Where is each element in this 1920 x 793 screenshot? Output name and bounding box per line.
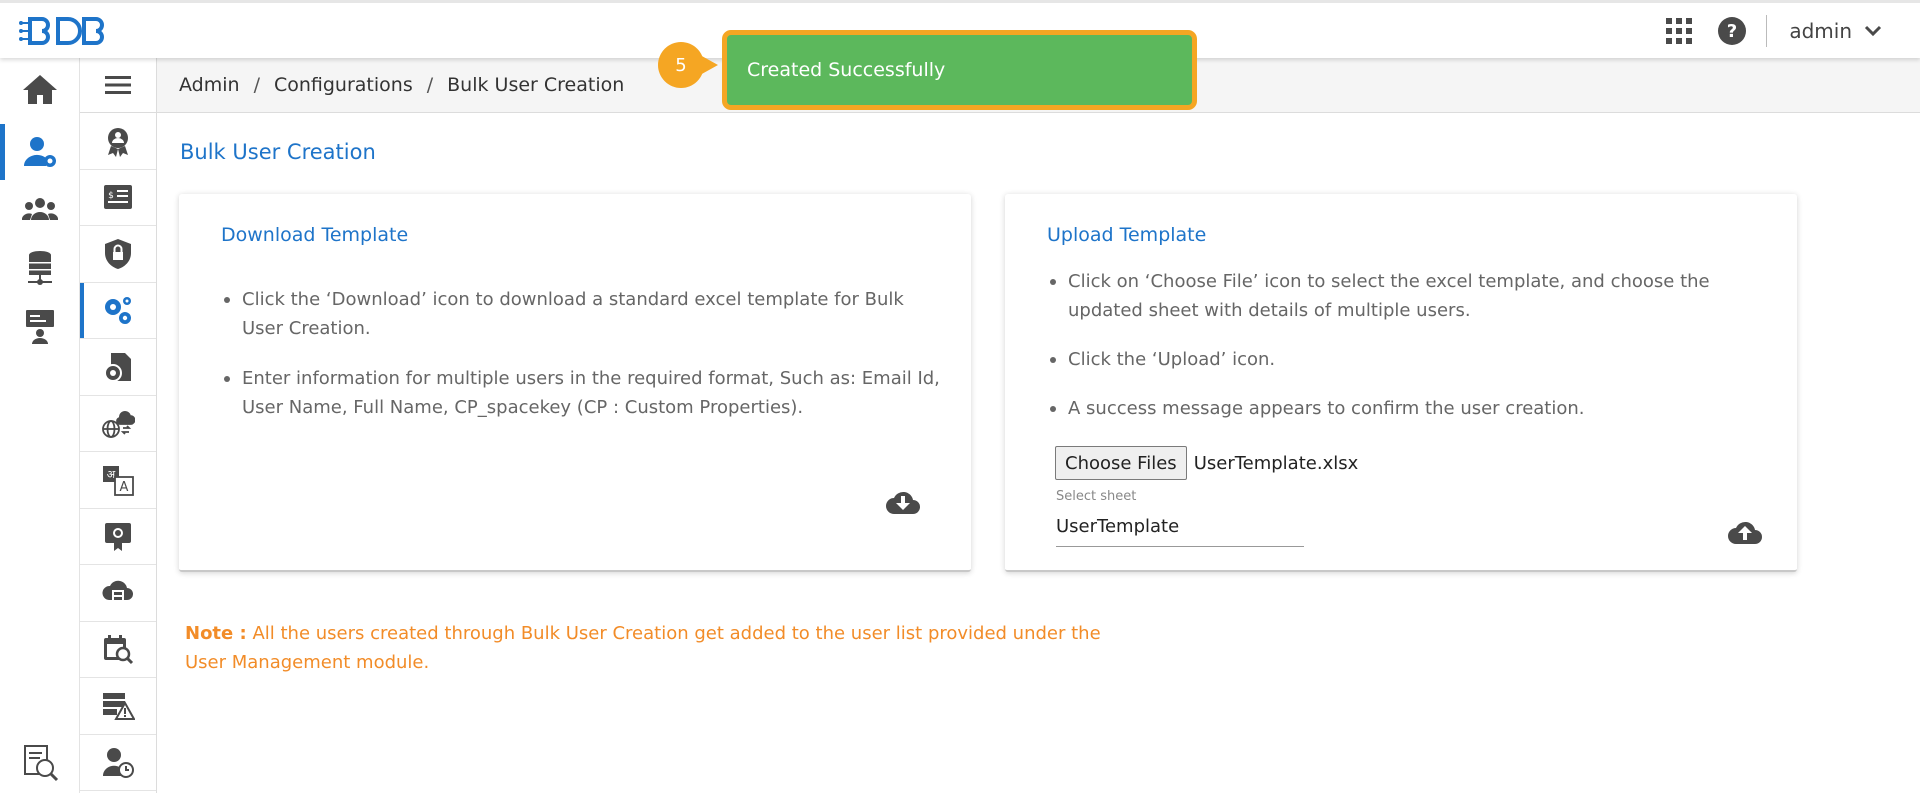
document-gear-icon (101, 350, 135, 384)
sidebar2-item-document-settings[interactable] (80, 339, 156, 396)
file-input (1055, 446, 1358, 480)
sidebar-item-user-management[interactable] (0, 124, 80, 180)
sidebar2-item-certificate[interactable] (80, 509, 156, 566)
note-body: All the users created through Bulk User Creation get added to the user list provided under the User Management module. (185, 623, 1101, 673)
database-icon (20, 248, 60, 288)
sidebar2-item-cloud-network[interactable] (80, 396, 156, 453)
breadcrumb-configurations[interactable]: Configurations (273, 74, 413, 96)
menu-toggle-button[interactable] (80, 58, 156, 113)
sidebar2-item-license[interactable] (80, 170, 156, 227)
upload-template-card (1005, 194, 1797, 572)
breadcrumb-admin[interactable]: Admin (179, 74, 240, 96)
header-divider (1766, 15, 1767, 47)
hamburger-icon (105, 75, 131, 95)
primary-sidebar (0, 58, 80, 793)
sidebar2-item-server-alerts[interactable] (80, 678, 156, 735)
instruction-item: Click the ‘Upload’ icon. (1047, 345, 1767, 374)
chevron-down-icon (1864, 25, 1882, 37)
svg-text:?: ? (1727, 20, 1738, 42)
breadcrumb-bulk-user-creation: Bulk User Creation (447, 74, 625, 96)
sidebar-item-presentation[interactable] (0, 298, 80, 354)
note-label: Note : (185, 623, 247, 644)
sidebar2-item-cloud-server[interactable] (80, 565, 156, 622)
home-icon (20, 70, 60, 110)
svg-text:A: A (119, 479, 129, 495)
download-card-title: Download Template (221, 224, 409, 246)
shield-lock-icon (101, 237, 135, 271)
select-sheet-dropdown[interactable]: UserTemplate (1056, 507, 1304, 547)
sidebar-item-groups[interactable] (0, 182, 80, 238)
breadcrumb-separator: / (426, 74, 434, 96)
step-number-badge: 5 (658, 42, 704, 88)
download-instructions (221, 285, 941, 443)
instruction-item: Click on ‘Choose File’ icon to select the excel template, and choose the updated sheet with details of multiple users. (1047, 267, 1767, 325)
select-sheet-label: Select sheet (1056, 489, 1137, 504)
page-title: Bulk User Creation (180, 140, 376, 164)
download-template-card (179, 194, 971, 572)
sidebar2-item-security[interactable] (80, 226, 156, 283)
sidebar2-item-configurations[interactable] (80, 283, 156, 340)
audit-report-icon (20, 742, 60, 782)
certificate-icon (101, 519, 135, 553)
gears-icon (101, 293, 135, 327)
cloud-network-icon (101, 406, 135, 440)
sidebar2-item-schedule[interactable] (80, 622, 156, 679)
instruction-item: Click the ‘Download’ icon to download a standard excel template for Bulk User Creation. (221, 285, 941, 343)
sidebar2-item-award[interactable] (80, 113, 156, 170)
cloud-server-icon (101, 576, 135, 610)
help-icon[interactable] (1718, 17, 1746, 45)
user-menu[interactable] (1789, 19, 1882, 43)
choose-files-button[interactable]: Choose Files (1055, 446, 1187, 480)
cloud-download-icon[interactable] (885, 488, 921, 516)
instruction-item: Enter information for multiple users in the required format, Such as: Email Id, User Name, Full Name, CP_spacekey (CP : Custom Properties). (221, 364, 941, 422)
success-toast[interactable] (722, 30, 1197, 110)
note-text (185, 619, 1125, 677)
user-clock-icon (101, 745, 135, 779)
license-icon (101, 180, 135, 214)
bdb-logo[interactable] (16, 13, 110, 49)
award-user-icon (101, 124, 135, 158)
server-warning-icon (101, 689, 135, 723)
svg-text:$: $ (108, 191, 114, 202)
instruction-item: A success message appears to confirm the user creation. (1047, 394, 1767, 423)
toast-message: Created Successfully (747, 59, 946, 81)
users-group-icon (20, 190, 60, 230)
sidebar-item-home[interactable] (0, 62, 80, 118)
user-settings-icon (20, 132, 60, 172)
sidebar2-item-language[interactable] (80, 452, 156, 509)
breadcrumb-separator: / (253, 74, 260, 96)
presentation-user-icon (20, 306, 60, 346)
translate-icon (101, 463, 135, 497)
svg-text:अ: अ (106, 467, 116, 481)
apps-grid-icon[interactable] (1666, 18, 1692, 44)
sidebar2-item-user-sessions[interactable] (80, 735, 156, 792)
selected-file-name: UserTemplate.xlsx (1193, 452, 1359, 474)
upload-card-title: Upload Template (1047, 224, 1207, 246)
calendar-search-icon (101, 632, 135, 666)
user-name: admin (1789, 18, 1852, 43)
secondary-sidebar (80, 58, 157, 793)
upload-instructions (1047, 267, 1767, 443)
cloud-upload-icon[interactable] (1727, 518, 1763, 546)
sidebar-item-database[interactable] (0, 240, 80, 296)
sidebar-item-audit[interactable] (0, 734, 80, 790)
